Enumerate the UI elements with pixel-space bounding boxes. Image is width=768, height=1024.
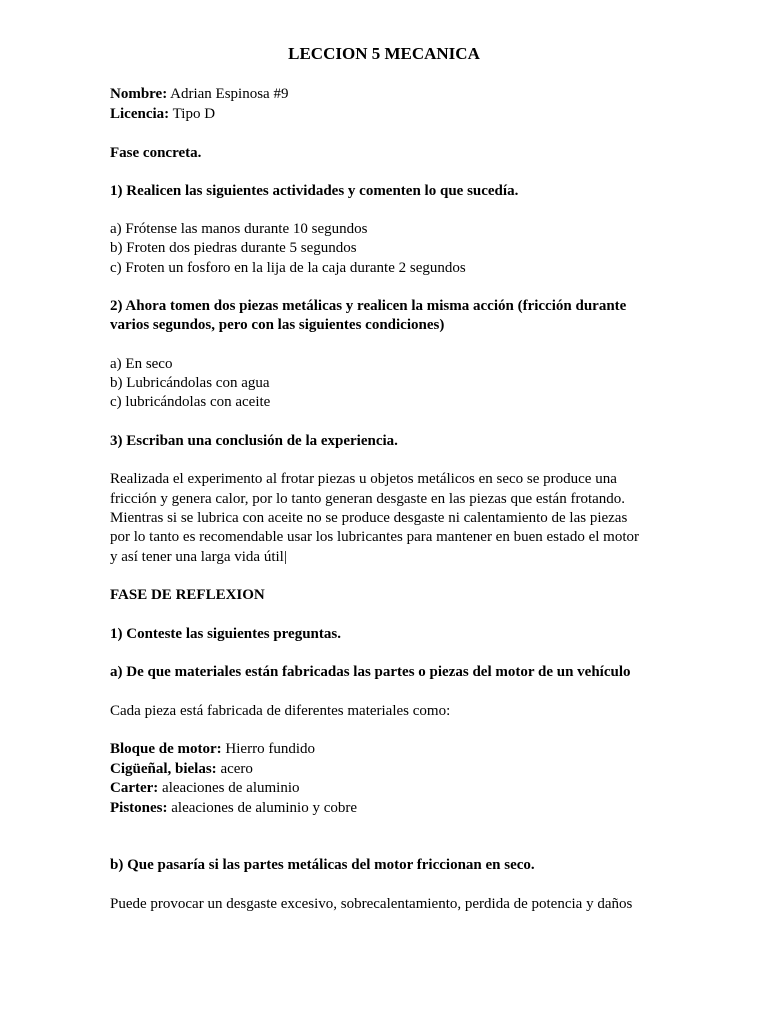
q1-item-c: c) Froten un fosforo en la lija de la caja durante 2 segundos — [110, 260, 466, 276]
conclusion-line-1: Realizada el experimento al frotar piezas u objetos metálicos en seco se produce una — [110, 471, 617, 487]
q1-item-b: b) Froten dos piedras durante 5 segundos — [110, 240, 357, 256]
materials-intro: Cada pieza está fabricada de diferentes materiales como: — [110, 703, 451, 719]
reflexion-answer-b: Puede provocar un desgaste excesivo, sobrecalentamiento, perdida de potencia y daños — [110, 896, 633, 912]
material-value: aleaciones de aluminio — [158, 780, 300, 796]
conclusion-line-5: y así tener una larga vida útil| — [110, 549, 287, 565]
material-line-carter — [110, 779, 300, 798]
nombre-value: Adrian Espinosa #9 — [167, 86, 289, 102]
question-2-line-1: 2) Ahora tomen dos piezas metálicas y realicen la misma acción (fricción durante — [110, 298, 627, 314]
question-3: 3) Escriban una conclusión de la experiencia. — [110, 433, 398, 449]
conclusion-line-3: Mientras si se lubrica con aceite no se produce desgaste ni calentamiento de las piezas — [110, 510, 628, 526]
licencia-line — [110, 105, 215, 124]
material-value: aleaciones de aluminio y cobre — [167, 800, 358, 816]
conclusion-line-4: por lo tanto es recomendable usar los lubricantes para mantener en buen estado el motor — [110, 529, 639, 545]
reflexion-question-b: b) Que pasaría si las partes metálicas del motor friccionan en seco. — [110, 857, 535, 873]
material-label: Carter: — [110, 780, 159, 796]
licencia-value: Tipo D — [169, 106, 216, 122]
question-2-line-2: varios segundos, pero con las siguientes condiciones) — [110, 317, 445, 333]
document-title: LECCION 5 MECANICA — [288, 44, 480, 63]
q2-item-b: b) Lubricándolas con agua — [110, 375, 270, 391]
fase-reflexion-heading: FASE DE REFLEXION — [110, 587, 265, 603]
material-label: Pistones: — [110, 800, 168, 816]
nombre-line — [110, 85, 288, 104]
fase-concreta-heading: Fase concreta. — [110, 145, 202, 161]
question-1: 1) Realicen las siguientes actividades y comenten lo que sucedía. — [110, 183, 519, 199]
material-label: Bloque de motor: — [110, 741, 222, 757]
q2-item-a: a) En seco — [110, 356, 173, 372]
q1-item-a: a) Frótense las manos durante 10 segundos — [110, 221, 368, 237]
q2-item-c: c) lubricándolas con aceite — [110, 394, 271, 410]
licencia-label: Licencia: — [110, 106, 170, 122]
reflexion-question-a: a) De que materiales están fabricadas las partes o piezas del motor de un vehículo — [110, 664, 631, 680]
material-line-ciguenal — [110, 760, 253, 779]
conclusion-line-2: fricción y genera calor, por lo tanto generan desgaste en las piezas que están frotando. — [110, 491, 626, 507]
material-value: Hierro fundido — [221, 741, 315, 757]
material-line-bloque — [110, 740, 315, 759]
material-line-pistones — [110, 799, 357, 818]
material-value: acero — [216, 761, 253, 777]
nombre-label: Nombre: — [110, 86, 168, 102]
reflexion-question-1: 1) Conteste las siguientes preguntas. — [110, 626, 341, 642]
material-label: Cigüeñal, bielas: — [110, 761, 217, 777]
